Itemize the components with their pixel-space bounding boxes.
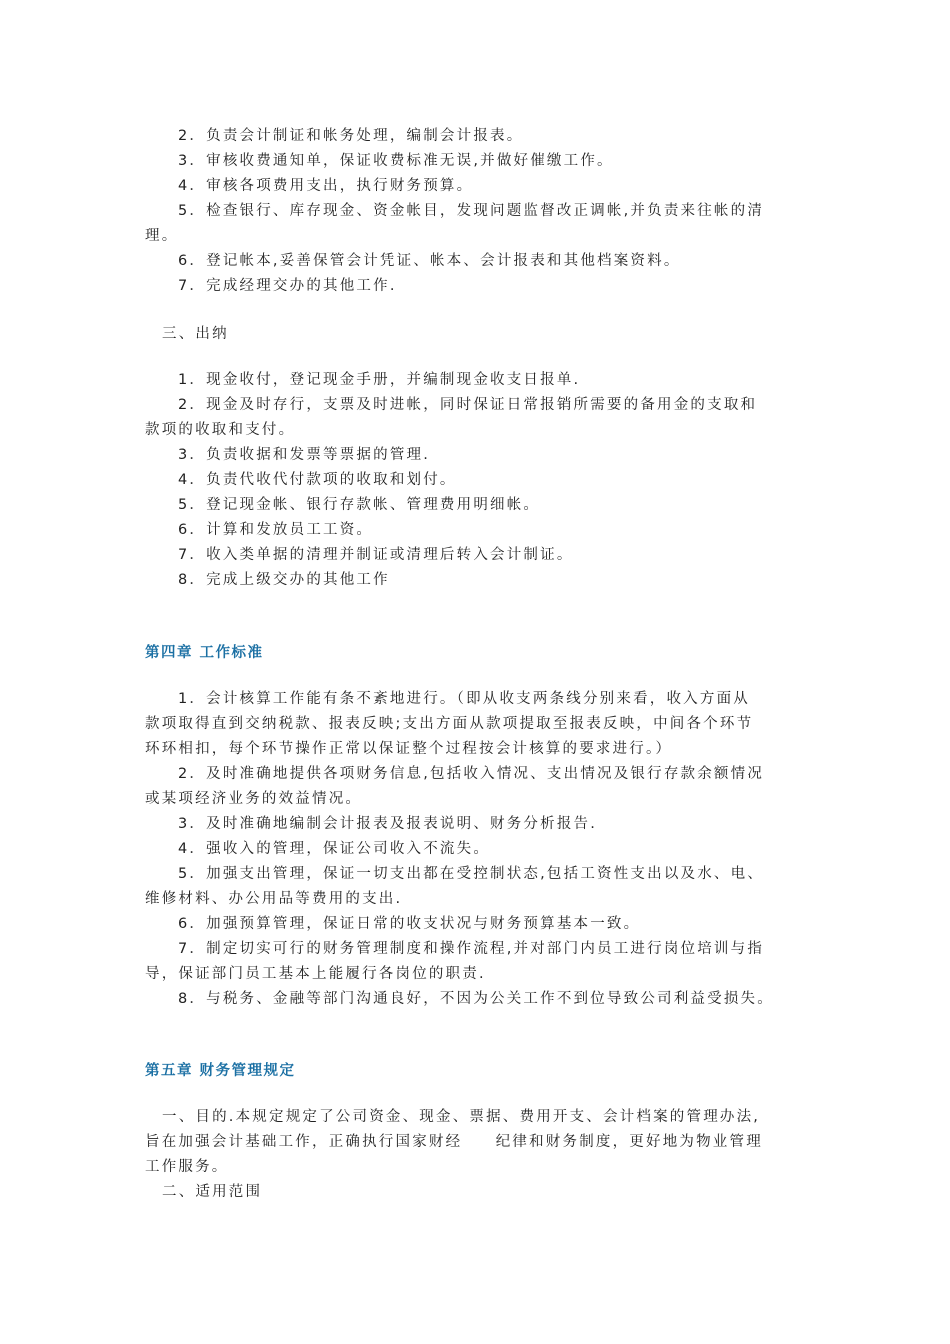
duty-item: 4．负责代收代付款项的收取和划付。 <box>178 472 457 488</box>
standard-item-cont: 导，保证部门员工基本上能履行各岗位的职责. <box>145 966 486 982</box>
duty-item: 8．完成上级交办的其他工作 <box>178 572 390 588</box>
duty-item-cont: 理。 <box>145 228 179 244</box>
standard-item-cont: 维修材料、办公用品等费用的支出. <box>145 891 403 907</box>
duty-item: 1．现金收付，登记现金手册，并编制现金收支日报单. <box>178 372 581 388</box>
section-title-cashier: 三、出纳 <box>162 326 229 342</box>
chapter-heading-5: 第五章 财务管理规定 <box>145 1063 296 1079</box>
regulation-paragraph: 一、目的.本规定规定了公司资金、现金、票据、费用开支、会计档案的管理办法, <box>162 1109 761 1125</box>
standard-item: 8．与税务、金融等部门沟通良好，不因为公关工作不到位导致公司利益受损失。 <box>178 991 774 1007</box>
standard-item: 5．加强支出管理，保证一切支出都在受控制状态,包括工资性支出以及水、电、 <box>178 866 765 882</box>
duty-item: 2．现金及时存行，支票及时进帐，同时保证日常报销所需要的备用金的支取和 <box>178 397 758 413</box>
standard-item-cont: 环环相扣，每个环节操作正常以保证整个过程按会计核算的要求进行。） <box>145 741 673 757</box>
duty-item-cont: 款项的收取和支付。 <box>145 422 296 438</box>
duty-item: 6．登记帐本,妥善保管会计凭证、帐本、会计报表和其他档案资料。 <box>178 253 681 269</box>
duty-item: 7．完成经理交办的其他工作. <box>178 278 397 294</box>
regulation-paragraph-cont: 工作服务。 <box>145 1159 229 1175</box>
standard-item: 1．会计核算工作能有条不紊地进行。（即从收支两条线分别来看，收入方面从 <box>178 691 750 707</box>
regulation-subtitle: 二、适用范围 <box>162 1184 263 1200</box>
standard-item: 3．及时准确地编制会计报表及报表说明、财务分析报告. <box>178 816 598 832</box>
standard-item: 4．强收入的管理，保证公司收入不流失。 <box>178 841 491 857</box>
duty-item: 6．计算和发放员工工资。 <box>178 522 374 538</box>
standard-item-cont: 款项取得直到交纳税款、报表反映;支出方面从款项提取至报表反映，中间各个环节 <box>145 716 754 732</box>
chapter-heading-4: 第四章 工作标准 <box>145 645 264 661</box>
standard-item: 6．加强预算管理，保证日常的收支状况与财务预算基本一致。 <box>178 916 641 932</box>
duty-item: 7．收入类单据的清理并制证或清理后转入会计制证。 <box>178 547 574 563</box>
duty-item: 5．检查银行、库存现金、资金帐目，发现问题监督改正调帐,并负责来往帐的清 <box>178 203 765 219</box>
duty-item: 3．审核收费通知单，保证收费标准无误,并做好催缴工作。 <box>178 153 614 169</box>
regulation-paragraph-cont: 旨在加强会计基础工作，正确执行国家财经 纪律和财务制度，更好地为物业管理 <box>145 1134 763 1150</box>
duty-item: 5．登记现金帐、银行存款帐、管理费用明细帐。 <box>178 497 541 513</box>
standard-item: 7．制定切实可行的财务管理制度和操作流程,并对部门内员工进行岗位培训与指 <box>178 941 765 957</box>
standard-item-cont: 或某项经济业务的效益情况。 <box>145 791 363 807</box>
duty-item: 4．审核各项费用支出，执行财务预算。 <box>178 178 474 194</box>
duty-item: 3．负责收据和发票等票据的管理. <box>178 447 431 463</box>
duty-item: 2．负责会计制证和帐务处理，编制会计报表。 <box>178 128 524 144</box>
standard-item: 2．及时准确地提供各项财务信息,包括收入情况、支出情况及银行存款余额情况 <box>178 766 765 782</box>
